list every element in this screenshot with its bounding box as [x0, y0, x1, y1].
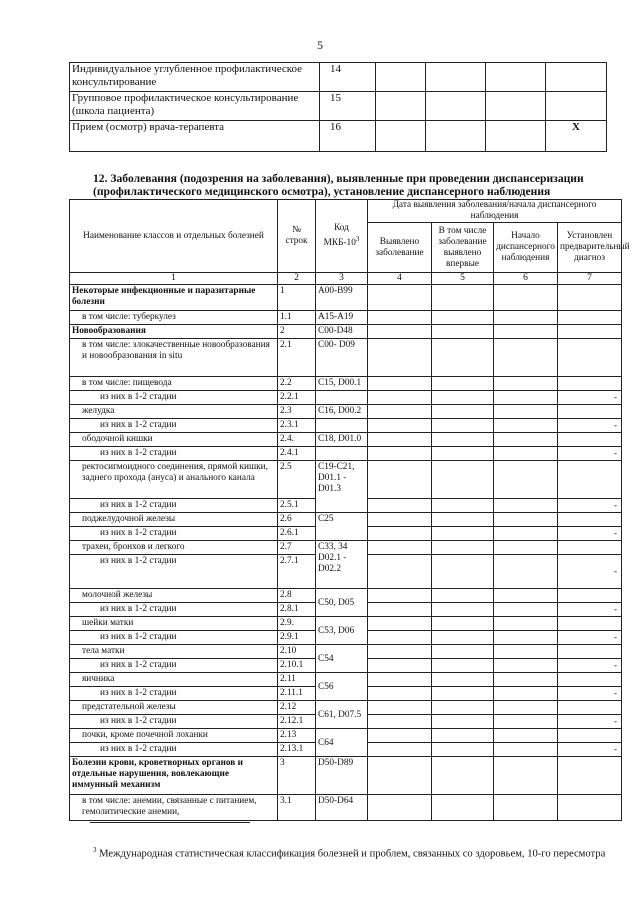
dash-mark: - — [558, 659, 622, 673]
cell — [432, 405, 494, 419]
cell — [494, 631, 558, 645]
cell — [486, 63, 546, 92]
row-number: 2 — [278, 325, 316, 339]
row-number: 2.1 — [278, 339, 316, 377]
row-name: Прием (осмотр) врача-терапевта — [70, 121, 320, 152]
cell — [558, 339, 622, 377]
row-code: C33, 34 D02.1 - D02.2 — [316, 541, 368, 589]
dash-mark: - — [558, 555, 622, 589]
row-name: из них в 1-2 стадии — [70, 555, 278, 589]
row-code: A15-A19 — [316, 311, 368, 325]
table-row — [70, 419, 622, 433]
cell — [432, 645, 494, 659]
header-code-text: Код МКБ-10 — [323, 222, 356, 249]
table-row — [70, 447, 622, 461]
cell — [368, 743, 432, 757]
dash-mark: - — [558, 527, 622, 541]
cell — [432, 377, 494, 391]
table-row — [70, 63, 607, 92]
cell — [368, 617, 432, 631]
row-number: 16 — [320, 121, 376, 152]
cell — [494, 311, 558, 325]
row-name: Новообразования — [70, 325, 278, 339]
row-name: из них в 1-2 стадии — [70, 391, 278, 405]
cell — [494, 555, 558, 589]
row-name: в том числе: туберкулез — [70, 311, 278, 325]
row-code: C19-C21, D01.1 - D01.3 — [316, 461, 368, 513]
row-code — [316, 391, 368, 405]
cell — [494, 499, 558, 513]
row-number: 2.7.1 — [278, 555, 316, 589]
dash-mark: - — [558, 447, 622, 461]
row-name: в том числе: пищевода — [70, 377, 278, 391]
row-number: 2.9. — [278, 617, 316, 631]
table-row — [70, 325, 622, 339]
row-number: 2.13 — [278, 729, 316, 743]
row-code: C64 — [316, 729, 368, 757]
row-code — [316, 447, 368, 461]
cell — [558, 325, 622, 339]
cell — [558, 541, 622, 555]
cell — [432, 527, 494, 541]
cell — [558, 757, 622, 795]
dash-mark: - — [558, 603, 622, 617]
cell — [558, 673, 622, 687]
cell — [432, 461, 494, 499]
header-c6: Начало диспансерного наблюдения — [494, 223, 558, 273]
col-number: 3 — [316, 273, 368, 285]
col-number: 7 — [558, 273, 622, 285]
row-code — [316, 419, 368, 433]
dash-mark: - — [558, 743, 622, 757]
section-title: 12. Заболевания (подозрения на заболевания), выявленные при проведении диспансеризации (профилактического медицинского осмотра), установление диспансерного наблюдения — [93, 172, 584, 198]
table-row — [70, 513, 622, 527]
cell — [494, 659, 558, 673]
cell — [368, 555, 432, 589]
header-code — [316, 200, 368, 273]
row-name: из них в 1-2 стадии — [70, 527, 278, 541]
row-name: из них в 1-2 стадии — [70, 743, 278, 757]
row-name: из них в 1-2 стадии — [70, 715, 278, 729]
cell — [558, 617, 622, 631]
cell — [494, 513, 558, 527]
cell — [376, 121, 426, 152]
row-code: C53, D06 — [316, 617, 368, 645]
cell — [368, 391, 432, 405]
header-name: Наименование классов и отдельных болезней — [70, 200, 278, 273]
row-name: поджелудочной железы — [70, 513, 278, 527]
row-name: Некоторые инфекционные и паразитарные болезни — [70, 285, 278, 311]
row-name: желудка — [70, 405, 278, 419]
row-number: 2.3.1 — [278, 419, 316, 433]
column-numbers-row — [70, 273, 622, 285]
cell — [494, 447, 558, 461]
cell — [558, 285, 622, 311]
cell — [368, 377, 432, 391]
cell — [368, 645, 432, 659]
row-code: C00-D48 — [316, 325, 368, 339]
cell — [494, 339, 558, 377]
row-number: 2.6 — [278, 513, 316, 527]
cell — [558, 513, 622, 527]
cell — [558, 589, 622, 603]
cell — [494, 795, 558, 821]
cell — [368, 311, 432, 325]
cell — [368, 795, 432, 821]
cell — [432, 729, 494, 743]
table-row — [70, 92, 607, 121]
footnote-divider — [90, 822, 250, 823]
table-row — [70, 701, 622, 715]
cell — [368, 659, 432, 673]
row-name: из них в 1-2 стадии — [70, 687, 278, 701]
cell — [432, 541, 494, 555]
table-row — [70, 541, 622, 555]
col-number: 1 — [70, 273, 278, 285]
table-row — [70, 311, 622, 325]
cell — [558, 795, 622, 821]
row-name: трахеи, бронхов и легкого — [70, 541, 278, 555]
row-number: 3 — [278, 757, 316, 795]
cell — [494, 715, 558, 729]
row-number: 1 — [278, 285, 316, 311]
row-name: из них в 1-2 стадии — [70, 419, 278, 433]
col-number: 4 — [368, 273, 432, 285]
row-name: шейки матки — [70, 617, 278, 631]
row-number: 2.12.1 — [278, 715, 316, 729]
table-row — [70, 645, 622, 659]
cell — [432, 589, 494, 603]
table-row — [70, 729, 622, 743]
cell — [494, 541, 558, 555]
table-row — [70, 673, 622, 687]
row-name: Болезни крови, кроветворных органов и отдельные нарушения, вовлекающие иммунный механизм — [70, 757, 278, 795]
row-code: C18, D01.0 — [316, 433, 368, 447]
cell — [432, 339, 494, 377]
table-row — [70, 405, 622, 419]
header-c5: В том числе заболевание выявлено впервые — [432, 223, 494, 273]
row-number: 1.1 — [278, 311, 316, 325]
cell — [494, 603, 558, 617]
cell — [494, 433, 558, 447]
cell — [432, 433, 494, 447]
row-number: 2.5.1 — [278, 499, 316, 513]
cell — [368, 419, 432, 433]
cell — [368, 729, 432, 743]
cell — [558, 405, 622, 419]
header-row — [70, 200, 622, 223]
cell — [368, 405, 432, 419]
row-code: C54 — [316, 645, 368, 673]
row-name: из них в 1-2 стадии — [70, 631, 278, 645]
cell — [494, 673, 558, 687]
cell — [494, 617, 558, 631]
row-number: 3.1 — [278, 795, 316, 821]
row-number: 2.10 — [278, 645, 316, 659]
row-number: 14 — [320, 63, 376, 92]
cell — [432, 701, 494, 715]
cell — [432, 631, 494, 645]
cell — [432, 673, 494, 687]
table-row — [70, 121, 607, 152]
table-row — [70, 433, 622, 447]
row-name: из них в 1-2 стадии — [70, 659, 278, 673]
row-code: C15, D00.1 — [316, 377, 368, 391]
row-number: 2.5 — [278, 461, 316, 499]
cell — [558, 701, 622, 715]
col-number: 6 — [494, 273, 558, 285]
cell — [558, 645, 622, 659]
row-number: 2.13.1 — [278, 743, 316, 757]
top-table — [69, 62, 607, 152]
cell — [494, 325, 558, 339]
cell — [432, 715, 494, 729]
cell — [494, 527, 558, 541]
row-name: молочной железы — [70, 589, 278, 603]
row-number: 2.12 — [278, 701, 316, 715]
row-number: 2.4. — [278, 433, 316, 447]
cell — [494, 461, 558, 499]
cell — [432, 285, 494, 311]
cell — [368, 513, 432, 527]
row-name: из них в 1-2 стадии — [70, 499, 278, 513]
cell — [494, 729, 558, 743]
row-name: Индивидуальное углубленное профилактическое консультирование — [70, 63, 320, 92]
row-name: из них в 1-2 стадии — [70, 447, 278, 461]
dash-mark: - — [558, 499, 622, 513]
row-number: 2.2.1 — [278, 391, 316, 405]
table-row — [70, 617, 622, 631]
dash-mark: - — [558, 715, 622, 729]
row-number: 2.9.1 — [278, 631, 316, 645]
row-code: C50, D05 — [316, 589, 368, 617]
table-row — [70, 285, 622, 311]
cell — [368, 339, 432, 377]
row-name: в том числе: злокачественные новообразования и новообразования in situ — [70, 339, 278, 377]
cell — [546, 63, 607, 92]
header-c4: Выявлено заболевание — [368, 223, 432, 273]
cell — [494, 405, 558, 419]
cell — [426, 92, 486, 121]
cell — [426, 121, 486, 152]
cell — [486, 121, 546, 152]
row-name: предстательной железы — [70, 701, 278, 715]
row-number: 15 — [320, 92, 376, 121]
cell — [368, 603, 432, 617]
footnote — [93, 843, 608, 862]
cell — [546, 92, 607, 121]
cell — [432, 617, 494, 631]
cell — [432, 513, 494, 527]
cell — [558, 377, 622, 391]
cell — [494, 701, 558, 715]
cell — [432, 499, 494, 513]
cell — [368, 589, 432, 603]
disease-table — [69, 199, 630, 821]
cell — [494, 391, 558, 405]
col-number: 5 — [432, 273, 494, 285]
x-mark: X — [546, 121, 607, 152]
cell — [494, 645, 558, 659]
table-row — [70, 461, 622, 499]
row-code: D50-D64 — [316, 795, 368, 821]
cell — [432, 743, 494, 757]
footnote-marker: 3 — [93, 846, 97, 854]
row-number: 2.10.1 — [278, 659, 316, 673]
row-code: A00-B99 — [316, 285, 368, 311]
table-row — [70, 795, 622, 821]
cell — [494, 419, 558, 433]
row-name: Групповое профилактическое консультирование (школа пациента) — [70, 92, 320, 121]
cell — [368, 285, 432, 311]
cell — [368, 541, 432, 555]
cell — [368, 461, 432, 499]
cell — [558, 433, 622, 447]
footnote-text: Международная статистическая классификация болезней и проблем, связанных со здоровьем, 10-го пересмотра — [99, 848, 606, 860]
cell — [426, 63, 486, 92]
cell — [558, 311, 622, 325]
cell — [376, 92, 426, 121]
table-row — [70, 589, 622, 603]
row-name: в том числе: анемии, связанные с питанием, гемолитические анемии, — [70, 795, 278, 821]
row-number: 2.2 — [278, 377, 316, 391]
cell — [432, 419, 494, 433]
row-number: 2.8 — [278, 589, 316, 603]
cell — [432, 391, 494, 405]
dash-mark: - — [558, 687, 622, 701]
cell — [368, 499, 432, 513]
cell — [368, 631, 432, 645]
row-number: 2.11.1 — [278, 687, 316, 701]
row-name: из них в 1-2 стадии — [70, 603, 278, 617]
header-c7: Установлен предварительный диагноз — [558, 223, 622, 273]
row-number: 2.3 — [278, 405, 316, 419]
dash-mark: - — [558, 631, 622, 645]
cell — [494, 589, 558, 603]
row-code: C25 — [316, 513, 368, 541]
cell — [494, 743, 558, 757]
cell — [368, 757, 432, 795]
cell — [432, 757, 494, 795]
row-name: ободочной кишки — [70, 433, 278, 447]
cell — [368, 701, 432, 715]
cell — [486, 92, 546, 121]
cell — [494, 757, 558, 795]
footnote-ref: 3 — [355, 234, 360, 243]
row-number: 2.11 — [278, 673, 316, 687]
cell — [368, 527, 432, 541]
cell — [432, 555, 494, 589]
table-row — [70, 339, 622, 377]
cell — [368, 433, 432, 447]
row-code: C61, D07.5 — [316, 701, 368, 729]
cell — [432, 659, 494, 673]
cell — [494, 377, 558, 391]
cell — [432, 687, 494, 701]
cell — [494, 687, 558, 701]
header-group: Дата выявления заболевания/начала диспансерного наблюдения — [368, 200, 622, 223]
row-name: ректосигмоидного соединения, прямой кишки, заднего прохода (ануса) и анального канала — [70, 461, 278, 499]
cell — [376, 63, 426, 92]
row-number: 2.4.1 — [278, 447, 316, 461]
cell — [558, 461, 622, 499]
table-row — [70, 377, 622, 391]
dash-mark: - — [558, 419, 622, 433]
page-number: 5 — [317, 38, 323, 52]
cell — [432, 603, 494, 617]
cell — [432, 325, 494, 339]
table-row — [70, 757, 622, 795]
cell — [432, 795, 494, 821]
header-num: № строк — [278, 200, 316, 273]
row-number: 2.8.1 — [278, 603, 316, 617]
cell — [368, 325, 432, 339]
row-number: 2.6.1 — [278, 527, 316, 541]
cell — [558, 729, 622, 743]
row-code: C56 — [316, 673, 368, 701]
row-code: D50-D89 — [316, 757, 368, 795]
row-name: яичника — [70, 673, 278, 687]
cell — [368, 673, 432, 687]
row-code: C16, D00.2 — [316, 405, 368, 419]
dash-mark: - — [558, 391, 622, 405]
cell — [432, 311, 494, 325]
row-code: C00- D09 — [316, 339, 368, 377]
row-name: тела матки — [70, 645, 278, 659]
cell — [432, 447, 494, 461]
row-name: почки, кроме почечной лоханки — [70, 729, 278, 743]
cell — [368, 447, 432, 461]
cell — [494, 285, 558, 311]
table-row — [70, 391, 622, 405]
cell — [368, 687, 432, 701]
col-number: 2 — [278, 273, 316, 285]
cell — [368, 715, 432, 729]
row-number: 2.7 — [278, 541, 316, 555]
